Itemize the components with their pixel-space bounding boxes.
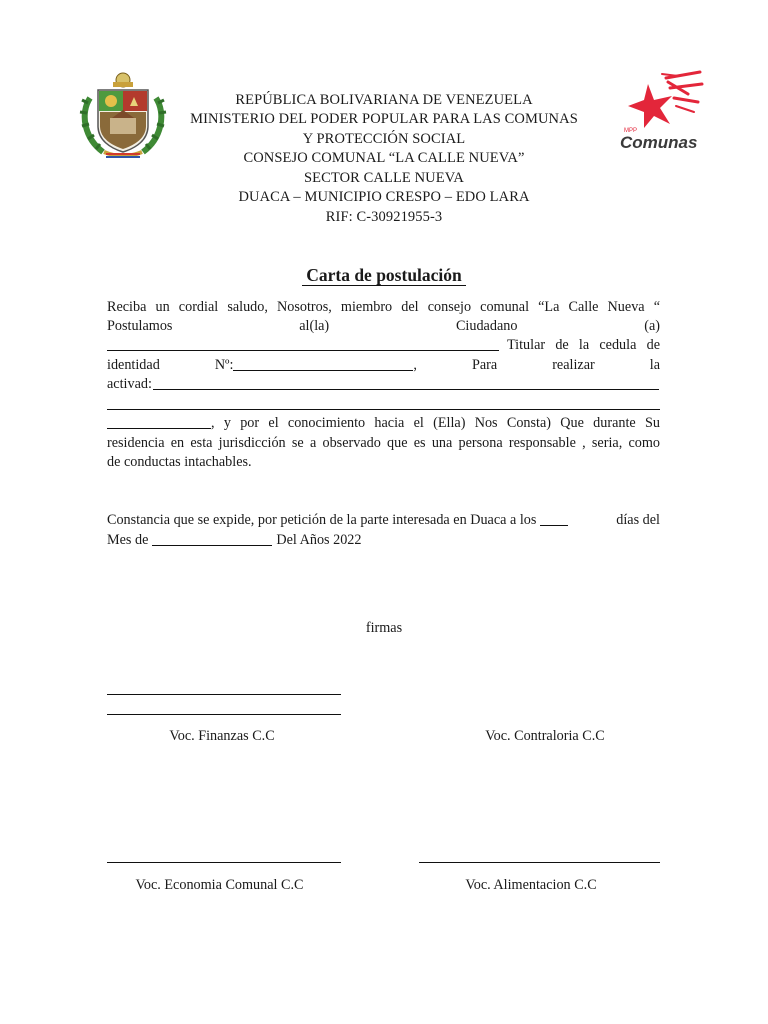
id-number-blank[interactable] bbox=[233, 356, 413, 371]
body-line-8: residencia en esta jurisdicción se a observado que es una persona responsable , seria, como bbox=[107, 434, 660, 451]
word-comma: , bbox=[413, 357, 417, 373]
word-para: Para bbox=[471, 357, 498, 373]
body-line-3-text: Titular de la cedula de bbox=[507, 337, 660, 353]
header-line-6: DUACA – MUNICIPIO CRESPO – EDO LARA bbox=[238, 189, 530, 205]
word-identidad: identidad bbox=[107, 357, 160, 373]
constancia-text-a: Constancia que se expide, por petición de la parte interesada en Duaca a los bbox=[107, 512, 537, 528]
label-alimentacion: Voc. Alimentacion C.C bbox=[465, 877, 597, 893]
word-activad: activad: bbox=[107, 376, 152, 392]
body-line-9: de conductas intachables. bbox=[107, 454, 252, 470]
header-line-1: REPÚBLICA BOLIVARIANA DE VENEZUELA bbox=[235, 92, 533, 108]
constancia-text-c: Mes de bbox=[107, 532, 149, 548]
body-line-7 bbox=[107, 414, 660, 433]
body-line-4 bbox=[107, 356, 660, 375]
signature-line-3[interactable] bbox=[107, 862, 341, 863]
body-line-5 bbox=[107, 375, 660, 394]
constancia-text-d: Del Años 2022 bbox=[276, 532, 362, 548]
word-al-la: al(la) bbox=[299, 318, 330, 334]
activity-blank-2[interactable] bbox=[107, 409, 660, 410]
label-contraloria: Voc. Contraloria C.C bbox=[485, 728, 605, 744]
word-realizar: realizar bbox=[552, 357, 595, 373]
constancia-text-b: días del bbox=[616, 512, 660, 528]
activity-blank-3[interactable] bbox=[107, 414, 211, 429]
body-line-7-text: , y por el conocimiento hacia el (Ella) Nos Consta) Que durante Su bbox=[211, 415, 660, 431]
body-line-2 bbox=[107, 317, 660, 336]
month-blank[interactable] bbox=[152, 531, 272, 546]
label-economia: Voc. Economia Comunal C.C bbox=[135, 877, 304, 893]
firmas-label: firmas bbox=[365, 620, 403, 636]
constancia-line-1 bbox=[107, 511, 660, 530]
body-line-3 bbox=[107, 336, 660, 355]
signature-line-2[interactable] bbox=[107, 714, 341, 715]
header-line-3: Y PROTECCIÓN SOCIAL bbox=[302, 130, 466, 147]
days-blank[interactable] bbox=[540, 511, 568, 526]
constancia-line-2 bbox=[107, 531, 660, 550]
id-number-group bbox=[215, 356, 417, 375]
header-line-7: RIF: C-30921955-3 bbox=[325, 208, 443, 225]
header-line-5: SECTOR CALLE NUEVA bbox=[304, 169, 464, 186]
body-line-1: Reciba un cordial saludo, Nosotros, miembro del consejo comunal “La Calle Nueva “ bbox=[107, 299, 660, 315]
header-line-4: CONSEJO COMUNAL “LA CALLE NUEVA” bbox=[243, 150, 525, 166]
word-la: la bbox=[649, 357, 660, 373]
logo-comunas-text: Comunas bbox=[620, 133, 698, 152]
word-numero: Nº: bbox=[214, 357, 234, 373]
header-line-2: MINISTERIO DEL PODER POPULAR PARA LAS COMUNAS bbox=[190, 111, 578, 127]
logo-mpp-text: MPP bbox=[624, 128, 638, 134]
word-a: (a) bbox=[644, 318, 660, 334]
signature-line-4[interactable] bbox=[419, 862, 660, 863]
title-text: Carta de postulación bbox=[302, 265, 466, 286]
activity-blank[interactable] bbox=[153, 375, 659, 390]
word-postulamos: Postulamos bbox=[107, 318, 173, 334]
label-finanzas: Voc. Finanzas C.C bbox=[169, 728, 275, 744]
name-blank[interactable] bbox=[107, 336, 499, 351]
signature-line-1[interactable] bbox=[107, 694, 341, 695]
document-title bbox=[0, 265, 768, 286]
word-ciudadano: Ciudadano bbox=[455, 318, 518, 334]
